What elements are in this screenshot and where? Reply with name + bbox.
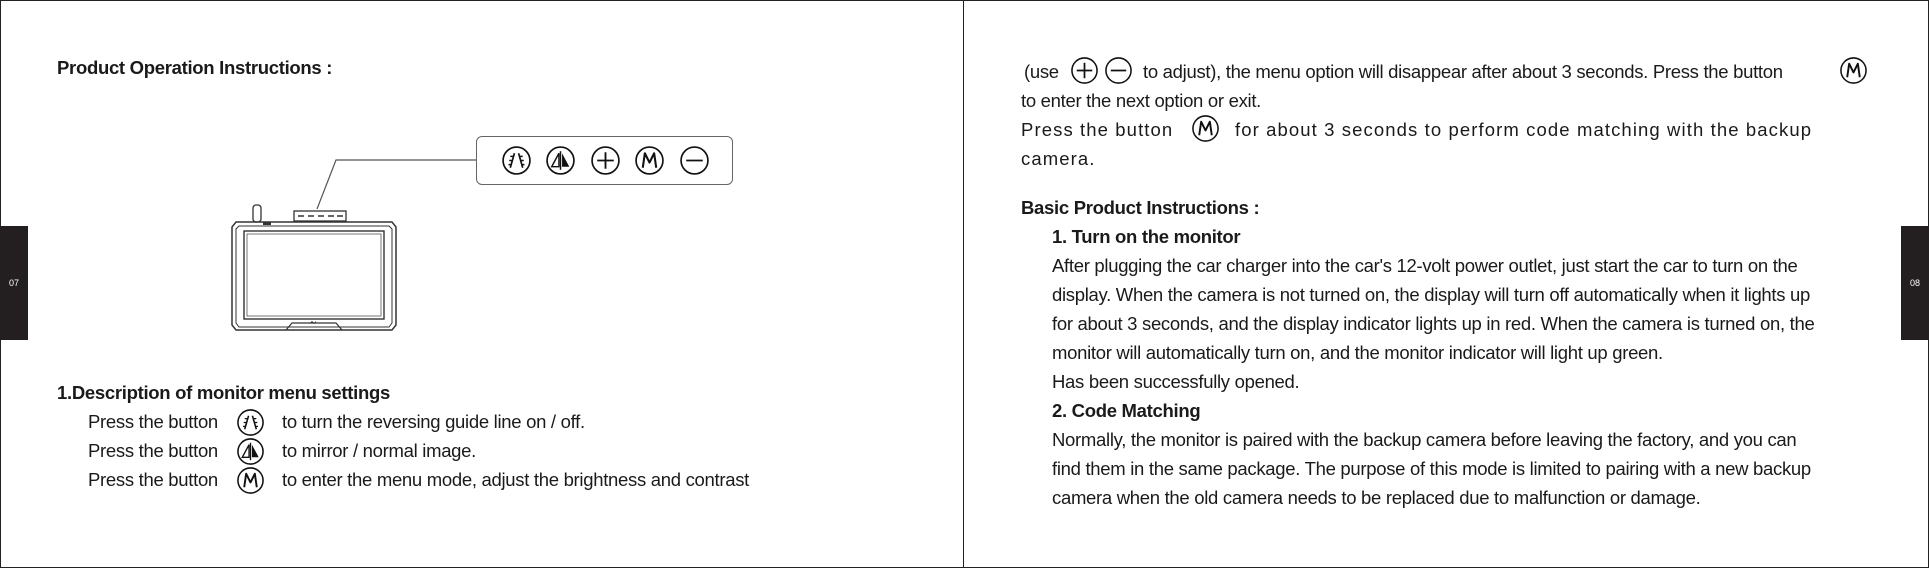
leader-line [0,0,480,220]
guide-line-icon [501,145,532,176]
s2-line: camera when the old camera needs to be replaced due to malfunction or damage. [1052,487,1701,508]
page-divider [963,0,964,568]
pair-line-1: for about 3 seconds to perform code matching with the backup [1235,119,1813,140]
item-3-prefix: Press the button [88,469,218,490]
s1-line: monitor will automatically turn on, and the monitor indicator will light up green. [1052,342,1663,363]
cont-line-1: to adjust), the menu option will disappear after about 3 seconds. Press the button [1143,61,1783,82]
s2-line: Normally, the monitor is paired with the backup camera before leaving the factory, and you can [1052,429,1797,450]
s2-line: find them in the same package. The purpose of this mode is limited to pairing with a new backup [1052,458,1811,479]
s1-title: 1. Turn on the monitor [1052,226,1241,247]
plus-icon [1070,56,1099,85]
menu-m-icon [1191,114,1220,143]
item-1-prefix: Press the button [88,411,218,432]
minus-icon [679,145,710,176]
item-3-text: to enter the menu mode, adjust the brightness and contrast [282,469,749,490]
guide-line-icon [236,408,265,437]
pair-line-2: camera. [1021,148,1096,169]
monitor-illustration [228,200,400,336]
page-number-tab-left: 07 [0,226,28,340]
pair-prefix: Press the button [1021,119,1174,140]
menu-m-icon [634,145,665,176]
button-panel [476,136,733,185]
plus-icon [590,145,621,176]
minus-icon [1104,56,1133,85]
s1-line: for about 3 seconds, and the display indicator lights up in red. When the camera is turned on, the [1052,313,1815,334]
item-2-prefix: Press the button [88,440,218,461]
cont-line-2: to enter the next option or exit. [1021,90,1262,111]
mirror-icon [236,437,265,466]
menu-m-icon [236,466,265,495]
item-1-text: to turn the reversing guide line on / off. [282,411,585,432]
s2-title: 2. Code Matching [1052,400,1201,421]
mirror-icon [545,145,576,176]
item-2-text: to mirror / normal image. [282,440,476,461]
basic-heading: Basic Product Instructions : [1021,197,1260,218]
section-title-menu-settings: 1.Description of monitor menu settings [57,382,390,403]
s1-line: display. When the camera is not turned on, the display will turn off automatically when it lights up [1052,284,1811,305]
page-number-tab-right: 08 [1901,226,1929,340]
s1-line: After plugging the car charger into the car's 12-volt power outlet, just start the car to turn on the [1052,255,1798,276]
menu-m-icon [1839,56,1868,85]
left-heading: Product Operation Instructions : [57,57,333,78]
s1-line: Has been successfully opened. [1052,371,1300,392]
cont-prefix: (use [1024,61,1059,82]
